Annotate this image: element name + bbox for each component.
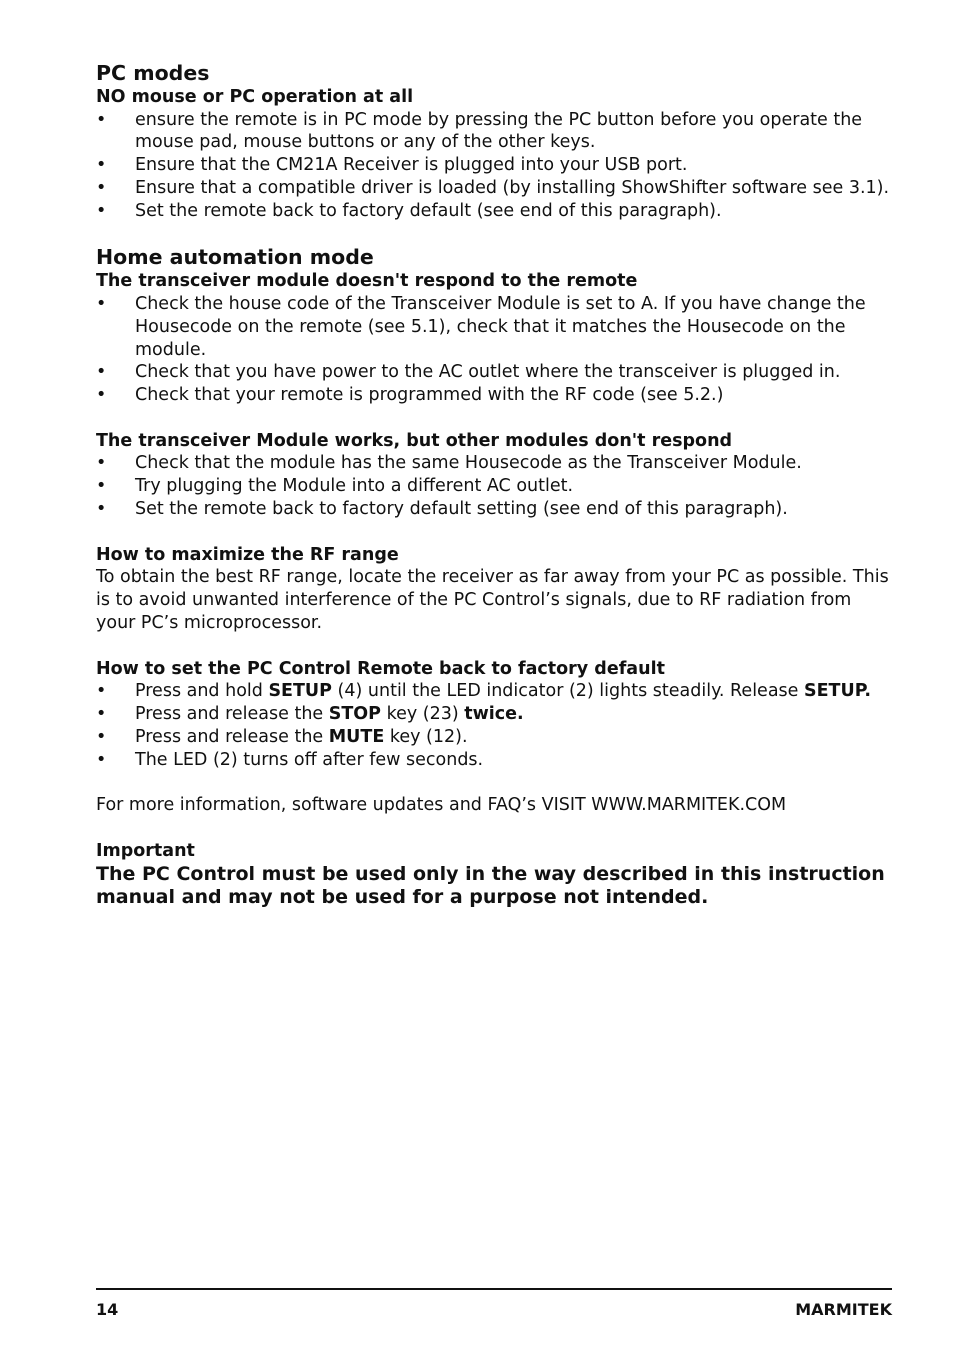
list-item (96, 475, 892, 498)
list-item (96, 680, 892, 703)
list-item-text: Set the remote back to factory default setting (see end of this paragraph). (135, 499, 788, 520)
footer-divider (96, 1288, 892, 1290)
bullet-icon: • (96, 200, 107, 221)
brand-name: MARMITEK (795, 1300, 892, 1319)
bullet-icon: • (96, 681, 107, 702)
bullet-icon: • (96, 155, 107, 176)
bullet-icon: • (96, 177, 107, 198)
factory-default-subheading: How to set the PC Control Remote back to factory default (96, 658, 665, 679)
list-item (96, 293, 892, 361)
bullet-icon: • (96, 453, 107, 474)
list-item-text: Try plugging the Module into a different AC outlet. (135, 476, 574, 497)
list-item-text: Ensure that the CM21A Receiver is plugged into your USB port. (135, 155, 688, 176)
list-item (96, 726, 892, 749)
key-name-setup: SETUP (268, 681, 332, 702)
step-text: key (12). (384, 726, 468, 747)
list-item-text: Set the remote back to factory default (see end of this paragraph). (135, 200, 722, 221)
bullet-icon: • (96, 385, 107, 406)
list-item-text: Check that your remote is programmed with the RF code (see 5.2.) (135, 385, 724, 406)
home-automation-subheading: The transceiver module doesn't respond to the remote (96, 271, 638, 292)
list-item (96, 749, 892, 772)
bullet-icon: • (96, 476, 107, 497)
list-item-text: Check the house code of the Transceiver Module is set to A. If you have change the Housecode on the remote (see 5.1), check that it matches the Housecode on the module. (135, 293, 866, 360)
bullet-icon: • (96, 109, 107, 130)
other-modules-subheading: The transceiver Module works, but other modules don't respond (96, 430, 733, 451)
rf-range-text: To obtain the best RF range, locate the receiver as far away from your PC as possible. This is to avoid unwanted interference of the PC Control’s signals, due to RF radiation from your PC’s microprocessor. (96, 567, 889, 633)
home-automation-list (96, 293, 892, 407)
key-name-stop: STOP (328, 704, 382, 725)
bullet-icon: • (96, 499, 107, 520)
list-item-text: Check that you have power to the AC outlet where the transceiver is plugged in. (135, 362, 841, 383)
pc-modes-heading: PC modes (96, 61, 210, 85)
more-info-text: For more information, software updates and FAQ’s VISIT WWW.MARMITEK.COM (96, 795, 787, 816)
list-item (96, 109, 892, 155)
list-item (96, 498, 892, 521)
page-content (96, 60, 892, 910)
other-modules-list (96, 452, 892, 520)
bullet-icon: • (96, 362, 107, 383)
page-footer (96, 1300, 892, 1320)
bullet-icon: • (96, 293, 107, 314)
important-heading: Important (96, 841, 195, 862)
step-text: The LED (2) turns off after few seconds. (135, 749, 484, 770)
list-item (96, 154, 892, 177)
list-item (96, 703, 892, 726)
bullet-icon: • (96, 726, 107, 747)
important-text: The PC Control must be used only in the way described in this instruction manual and may not be used for a purpose not intended. (96, 862, 885, 909)
key-name-mute: MUTE (328, 726, 385, 747)
pc-modes-subheading: NO mouse or PC operation at all (96, 87, 414, 107)
bullet-icon: • (96, 704, 107, 725)
home-automation-heading: Home automation mode (96, 245, 374, 270)
list-item (96, 200, 892, 223)
list-item-text: Ensure that a compatible driver is loaded (by installing ShowShifter software see 3.1). (135, 177, 890, 198)
rf-range-subheading: How to maximize the RF range (96, 544, 399, 565)
step-text: key (23) (381, 704, 465, 725)
bullet-icon: • (96, 749, 107, 770)
list-item (96, 361, 892, 384)
list-item (96, 177, 892, 200)
factory-default-list (96, 680, 892, 771)
list-item (96, 452, 892, 475)
emphasis-twice: twice. (464, 704, 524, 725)
step-text: Press and hold (135, 681, 269, 702)
list-item (96, 384, 892, 407)
step-text: Press and release the (135, 704, 329, 725)
step-text: Press and release the (135, 726, 329, 747)
list-item-text: Check that the module has the same Housecode as the Transceiver Module. (135, 453, 802, 474)
list-item-text: ensure the remote is in PC mode by pressing the PC button before you operate the mouse pad, mouse buttons or any of the other keys. (135, 109, 863, 153)
step-text: (4) until the LED indicator (2) lights steadily. Release (331, 681, 804, 702)
key-name-setup: SETUP. (804, 681, 871, 702)
pc-modes-list (96, 109, 892, 223)
page-number: 14 (96, 1300, 119, 1319)
